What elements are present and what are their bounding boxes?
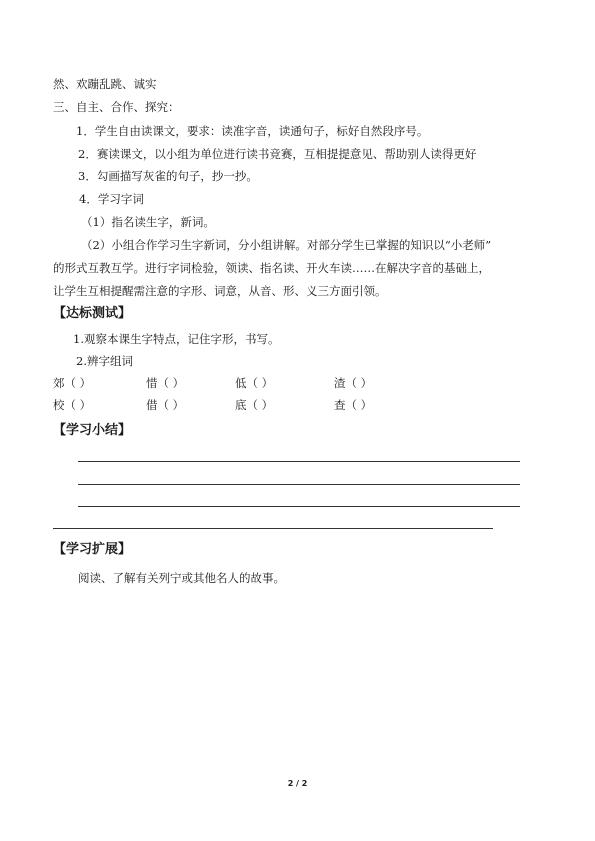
body-line-4: 2．赛读课文，以小组为单位进行读书竞赛，互相提提意见、帮助别人读得更好 [78,147,477,161]
body-line-1: 然、欢蹦乱跳、诚实 [53,77,157,91]
word-cell: 低（ ） [235,376,274,390]
word-cell: 渣（ ） [334,376,373,390]
page-number: 2 / 2 [287,779,308,788]
section-divider [53,528,493,529]
extend-heading: 【学习扩展】 [53,542,132,557]
writing-line [78,461,520,462]
summary-heading: 【学习小结】 [53,423,132,438]
word-cell: 郊（ ） [53,376,92,390]
body-line-8: （2）小组合作学习生字新词，分小组讲解。对部分学生已掌握的知识以“小老师” [81,238,492,252]
body-line-2: 三、自主、合作、探究： [53,100,180,114]
writing-line [78,484,520,485]
body-line-3: 1．学生自由读课文，要求：读准字音，读通句子，标好自然段序号。 [76,124,429,138]
body-line-7: （1）指名读生字，新词。 [81,215,215,229]
test-heading: 【达标测试】 [53,306,132,321]
body-line-6: 4．学习字词 [79,192,144,206]
body-line-10: 让学生互相提醒需注意的字形、词意，从音、形、义三方面引领。 [53,284,387,298]
word-cell: 惜（ ） [146,376,185,390]
test-item-2: 2.辨字组词 [76,354,133,368]
word-cell: 校（ ） [53,398,92,412]
test-item-1: 1.观察本课生字特点，记住字形，书写。 [73,332,280,346]
word-cell: 底（ ） [235,398,274,412]
word-cell: 查（ ） [334,398,373,412]
body-line-9: 的形式互教互学。进行字词检验，领读、指名读、开火车读……在解决字音的基础上， [53,261,490,275]
extend-text: 阅读、了解有关列宁或其他名人的故事。 [78,571,285,585]
body-line-5: 3．勾画描写灰雀的句子，抄一抄。 [78,169,258,183]
word-cell: 借（ ） [146,398,185,412]
writing-line [78,506,520,507]
